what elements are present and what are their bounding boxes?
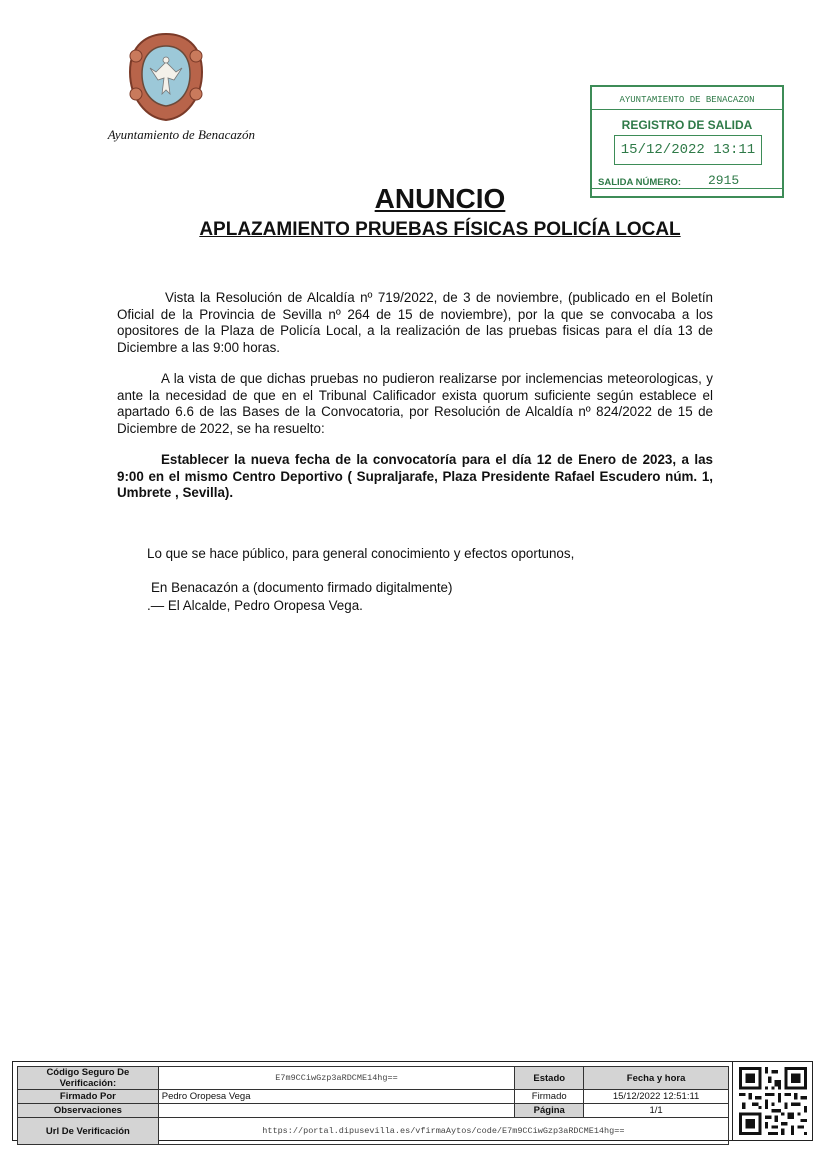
document-subtitle: APLAZAMIENTO PRUEBAS FÍSICAS POLICÍA LOCAL <box>199 219 681 240</box>
verification-table <box>17 1066 729 1145</box>
stamp-datetime: 15/12/2022 13:11 <box>614 135 762 165</box>
url-label: Url De Verificación <box>18 1118 159 1145</box>
estado-value: Firmado <box>515 1090 584 1104</box>
stamp-divider <box>592 109 782 110</box>
stamp-title: REGISTRO DE SALIDA <box>621 118 753 132</box>
pagina-label: Página <box>515 1104 584 1118</box>
observaciones-label: Observaciones <box>18 1104 159 1118</box>
estado-label: Estado <box>515 1067 584 1090</box>
firmado-value: Pedro Oropesa Vega <box>158 1090 515 1104</box>
table-row <box>18 1090 729 1104</box>
csv-label: Código Seguro De Verificación: <box>18 1067 159 1090</box>
pagina-value: 1/1 <box>584 1104 729 1118</box>
paragraph-new-date: Establecer la nueva fecha de la convocatoría para el día 12 de Enero de 2023, a las 9:00 en el mismo Centro Deportivo ( Supraljarafe, Plaza Presidente Rafael Escudero núm. 1, Umbrete , Sevilla). <box>117 452 713 500</box>
observaciones-value <box>158 1104 515 1118</box>
paragraph-resolution: Vista la Resolución de Alcaldía nº 719/2022, de 3 de noviembre, (publicado en el Boletín Oficial de la Provincia de Sevilla nº 264 de 15 de noviembre), por la que se convocaba a los opositores de la Plaza de Policía Local, a la realización de las pruebas fisicas para el día 13 de Diciembre a las 9:00 horas. <box>117 290 713 355</box>
registry-stamp <box>590 85 784 198</box>
coat-of-arms-logo <box>126 32 206 122</box>
signature-place: En Benacazón a (documento firmado digitalmente) <box>151 580 453 595</box>
signer-name: .— El Alcalde, Pedro Oropesa Vega. <box>147 598 363 613</box>
qr-divider <box>732 1061 733 1141</box>
fecha-value: 15/12/2022 12:51:11 <box>584 1090 729 1104</box>
qr-code-icon <box>739 1067 807 1135</box>
document-title: ANUNCIO <box>374 183 506 214</box>
fecha-label: Fecha y hora <box>584 1067 729 1090</box>
paragraph-postponement: A la vista de que dichas pruebas no pudieron realizarse por inclemencias meteorologicas, y ante la necesidad de que en el Tribunal Calificador exista quorum suficiente según establece el apartado 6.6 de las Bases de la Convocatoria, por Resolución de Alcaldía nº 824/2022 de 15 de Diciembre de 2022, se ha resuelto: <box>117 371 713 436</box>
table-row <box>18 1067 729 1090</box>
table-row <box>18 1118 729 1145</box>
stamp-organization: AYUNTAMIENTO DE BENACAZON <box>619 95 755 105</box>
firmado-label: Firmado Por <box>18 1090 159 1104</box>
closing-statement: Lo que se hace público, para general conocimiento y efectos oportunos, <box>147 546 575 561</box>
table-row <box>18 1104 729 1118</box>
verification-url[interactable]: https://portal.dipusevilla.es/vfirmaAytos/code/E7m9CCiwGzp3aRDCME14hg== <box>158 1118 728 1145</box>
municipality-name: Ayuntamiento de Benacazón <box>107 127 255 142</box>
stamp-number: 2915 <box>708 173 740 188</box>
stamp-number-label: SALIDA NÚMERO: <box>598 177 682 188</box>
csv-value: E7m9CCiwGzp3aRDCME14hg== <box>158 1067 515 1090</box>
